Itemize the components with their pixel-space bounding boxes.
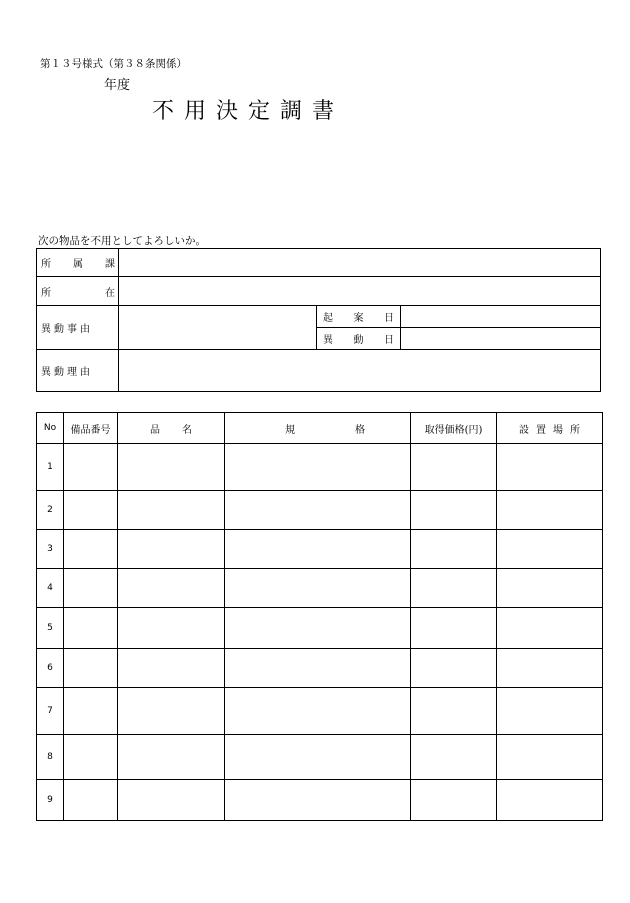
row-number: 7 [37,688,64,735]
change-reason-label: 異動理由 [37,350,119,392]
equipment-number-cell[interactable] [64,569,118,608]
change-matter-field[interactable] [119,306,317,350]
place-cell[interactable] [497,530,603,569]
spec-cell[interactable] [225,688,411,735]
row-number: 4 [37,569,64,608]
column-header-place: 設置場所 [497,413,603,444]
item-name-cell[interactable] [118,444,225,491]
equipment-number-cell[interactable] [64,688,118,735]
change-matter-label: 異動事由 [37,306,119,350]
row-number: 9 [37,780,64,821]
table-row [37,780,603,821]
table-row [37,444,603,491]
spec-cell[interactable] [225,735,411,780]
table-row [37,608,603,649]
department-field[interactable] [119,249,601,277]
table-row [37,649,603,688]
spec-cell[interactable] [225,608,411,649]
price-cell[interactable] [411,608,497,649]
row-number: 3 [37,530,64,569]
price-cell[interactable] [411,491,497,530]
item-name-cell[interactable] [118,688,225,735]
header-fields-table [36,248,601,392]
equipment-number-cell[interactable] [64,649,118,688]
row-number: 5 [37,608,64,649]
equipment-number-cell[interactable] [64,444,118,491]
equipment-number-cell[interactable] [64,780,118,821]
price-cell[interactable] [411,649,497,688]
column-header-price: 取得価格(円) [411,413,497,444]
item-name-cell[interactable] [118,608,225,649]
row-number: 6 [37,649,64,688]
spec-cell[interactable] [225,649,411,688]
row-number: 8 [37,735,64,780]
fiscal-year-label: 年度 [104,78,131,93]
place-cell[interactable] [497,444,603,491]
item-name-cell[interactable] [118,530,225,569]
location-field[interactable] [119,277,601,306]
equipment-number-cell[interactable] [64,491,118,530]
price-cell[interactable] [411,569,497,608]
price-cell[interactable] [411,530,497,569]
row-number: 1 [37,444,64,491]
place-cell[interactable] [497,569,603,608]
spec-cell[interactable] [225,569,411,608]
price-cell[interactable] [411,688,497,735]
draft-date-label: 起案日 [317,306,401,328]
change-date-field[interactable] [401,328,601,350]
table-row [37,688,603,735]
spec-cell[interactable] [225,444,411,491]
item-name-cell[interactable] [118,649,225,688]
place-cell[interactable] [497,649,603,688]
equipment-number-cell[interactable] [64,735,118,780]
price-cell[interactable] [411,780,497,821]
price-cell[interactable] [411,735,497,780]
draft-date-field[interactable] [401,306,601,328]
row-number: 2 [37,491,64,530]
column-header-no: No [37,413,64,444]
items-table [36,412,603,821]
place-cell[interactable] [497,735,603,780]
page-title: 不用決定調書 [152,99,345,124]
column-header-spec: 規格 [225,413,411,444]
form-number: 第１３号様式（第３８条関係） [40,58,187,70]
equipment-number-cell[interactable] [64,608,118,649]
item-name-cell[interactable] [118,780,225,821]
item-name-cell[interactable] [118,735,225,780]
table-row [37,735,603,780]
equipment-number-cell[interactable] [64,530,118,569]
department-label: 所属課 [37,249,119,277]
item-name-cell[interactable] [118,569,225,608]
column-header-name: 品名 [118,413,225,444]
place-cell[interactable] [497,491,603,530]
change-date-label: 異動日 [317,328,401,350]
instruction-text: 次の物品を不用としてよろしいか。 [38,235,206,247]
item-name-cell[interactable] [118,491,225,530]
column-header-equipment-number: 備品番号 [64,413,118,444]
spec-cell[interactable] [225,530,411,569]
price-cell[interactable] [411,444,497,491]
place-cell[interactable] [497,780,603,821]
location-label: 所在 [37,277,119,306]
spec-cell[interactable] [225,491,411,530]
table-row [37,491,603,530]
place-cell[interactable] [497,608,603,649]
table-row [37,530,603,569]
place-cell[interactable] [497,688,603,735]
table-row [37,569,603,608]
spec-cell[interactable] [225,780,411,821]
change-reason-field[interactable] [119,350,601,392]
